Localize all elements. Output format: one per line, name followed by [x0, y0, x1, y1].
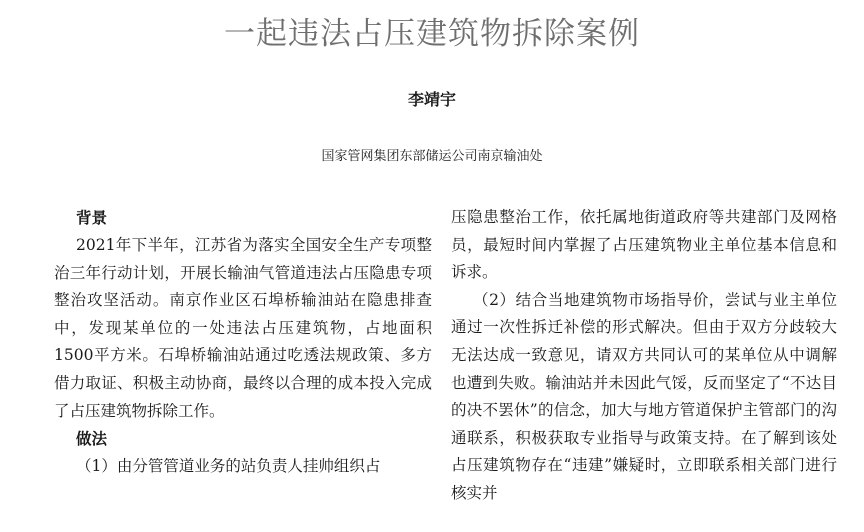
background-paragraph: 2021年下半年，江苏省为落实全国安全生产专项整治三年行动计划，开展长输油气管道违法占压隐患专项整治攻坚活动。南京作业区石埠桥输油站在隐患排查中，发现某单位的一处违法占压建筑物，占地面积1500平方米。石埠桥输油站通过吃透法规政策、多方借力取证、积极主动协商，最终以合理的成本投入完成了占压建筑物拆除工作。 — [54, 236, 432, 420]
method-item-1-start: （1）由分管管道业务的站负责人挂帅组织占 — [76, 457, 381, 476]
article-title: 一起违法占压建筑物拆除案例 — [224, 16, 640, 52]
method-item-1-continued: 压隐患整治工作，依托属地街道政府等共建部门及网格员，最短时间内掌握了占压建筑物业主单位基本信息和诉求。 — [451, 208, 837, 282]
author-name: 李靖宇 — [407, 90, 456, 109]
method-item-2: （2）结合当地建筑物市场指导价，尝试与业主单位通过一次性拆迁补偿的形式解决。但由于双方分歧较大无法达成一致意见，请双方共同认可的某单位从中调解也遭到失败。输油站并未因此气馁，反而坚定了“不达目的决不罢休”的信念，加大与地方管道保护主管部门的沟通联系，积极获取专业指导与政策支持。在了解到该处占压建筑物存在“违建”嫌疑时，立即联系相关部门进行核实并 — [451, 290, 837, 502]
left-column — [54, 204, 432, 481]
author-affiliation: 国家管网集团东部储运公司南京输油处 — [321, 149, 543, 164]
section-heading-method: 做法 — [76, 430, 108, 449]
section-heading-background: 背景 — [76, 209, 108, 227]
right-column — [451, 204, 837, 508]
